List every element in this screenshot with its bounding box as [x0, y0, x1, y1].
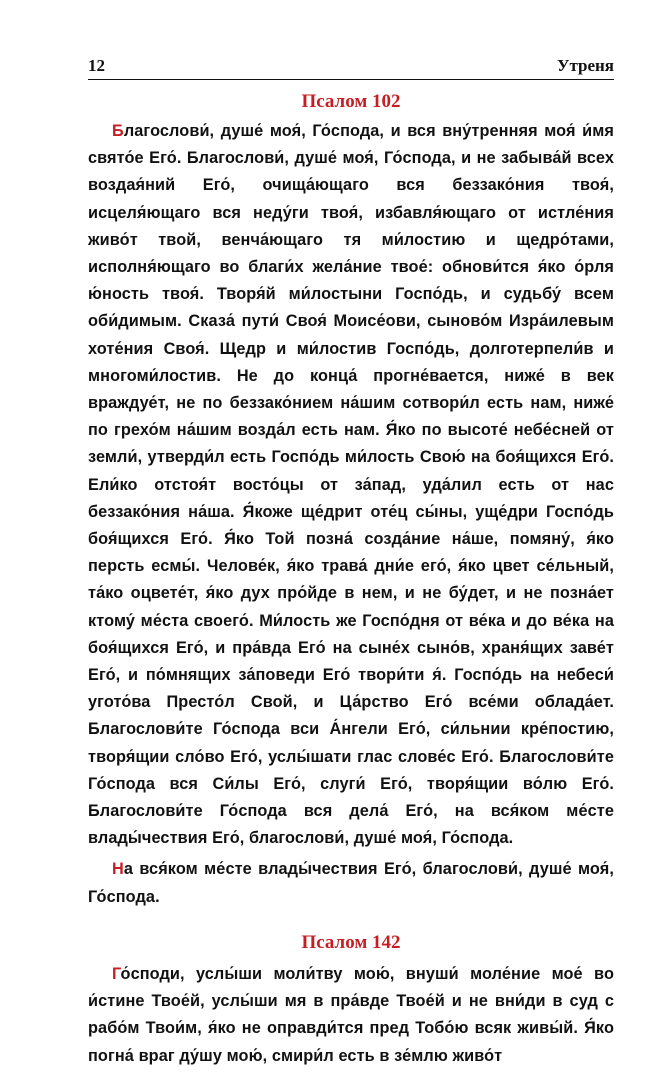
psalm-102-p1-red-initial: Б — [112, 122, 124, 140]
psalm-102-title: Псалом 102 — [301, 91, 401, 112]
psalm-142-p1-text: о́споди, услы́ши моли́тву мою́, внуши́ моле́ние мое́ во и́стине Твое́й, услы́ши мя в пра́вде Твое́й и не вни́ди в суд с рабо́м Твои́м, я́ко не оправди́тся пред Тобо́ю всяк живы́й. Я́ко погна́ враг ду́шу мою́, смири́л есть в зе́млю живо́т — [88, 964, 614, 1065]
psalm-102-p2-text: а вся́ком ме́сте влады́чествия Его́, благослови́, душе́ моя́, Го́спода. — [88, 860, 614, 906]
running-title: Утреня — [556, 56, 614, 75]
psalm-142-p1-red-initial: Г — [112, 964, 121, 983]
psalm-142-title: Псалом 142 — [301, 931, 401, 953]
psalm-102-paragraph-2 — [88, 856, 614, 910]
header-rule — [88, 79, 614, 80]
page-number: 12 — [88, 56, 105, 75]
page-header — [88, 52, 614, 78]
psalm-102-paragraph-1 — [88, 118, 614, 852]
psalm-102-p1-text: лагослови́, душе́ моя́, Го́спода, и вся вну́тренняя моя́ и́мя свято́е Его́. Благослови́, душе́ моя́, Го́спода, и не забыва́й всех воздая́ний Его́, очища́ющаго вся беззако́ния твоя́, исцеля́ющаго вся неду́ги твоя́, избавля́ющаго от истле́ния живо́т твой, венча́ющаго тя ми́лостию и щедро́тами, исполня́ющаго во благи́х жела́ние твое́: обнови́тся я́ко о́рля ю́ность твоя́. Творя́й ми́лостыни Госпо́дь, и судьбу́ всем оби́димым. Сказа́ пути́ Своя́ Моисе́ови, сыново́м Изра́илевым хоте́ния Своя́. Щедр и ми́лостив Госпо́дь, долготерпели́в и многоми́лостив. Не до конца́ прогне́вается, ниже́ в век враждуе́т, не по беззако́нием на́шим сотвори́л есть нам, ниже́ по грехо́м на́шим возда́л есть нам. Я́ко по высоте́ небе́сней от земли́, утверди́л есть Госпо́дь ми́лость Свою́ на боя́щихся Его́. Ели́ко отстоя́т восто́цы от за́пад, уда́лил есть от нас беззако́ния на́ша. Я́коже ще́дрит оте́ц сы́ны, уще́дри Госпо́дь боя́щихся Его́. Я́ко Той позна́ созда́ние на́ше, помяну́, я́ко персть есмы́. Челове́к, я́ко трава́ дни́е его́, я́ко цвет се́льный, та́ко оцвете́т, я́ко дух про́йде в нем, и не бу́дет, и не позна́ет ктому́ ме́ста своего́. Ми́лость же Госпо́дня от ве́ка и до ве́ка на боя́щихся Его́, и пра́вда Его́ на сыне́х сыно́в, храня́щих заве́т Его́, и по́мнящих за́поведи Его́ твори́ти я́. Госпо́дь на небеси́ угото́ва Престо́л Свой, и Ца́рство Его́ все́ми облада́ет. Благослови́те Го́спода вси А́нгели Его́, си́льнии кре́постию, творя́щии сло́во Его́, услы́шати глас слове́с Его́. Благослови́те Го́спода вся Си́лы Его́, слуги́ Его́, творя́щии во́лю Его́. Благослови́те Го́спода вся дела́ Его́, на вся́ком ме́сте влады́чествия Его́, благослови́, душе́ моя́, Го́спода. — [88, 122, 614, 848]
psalm-142-paragraph-1 — [88, 961, 614, 1070]
psalm-102-p2-red-initial: Н — [112, 860, 124, 879]
page-body — [88, 88, 614, 1070]
